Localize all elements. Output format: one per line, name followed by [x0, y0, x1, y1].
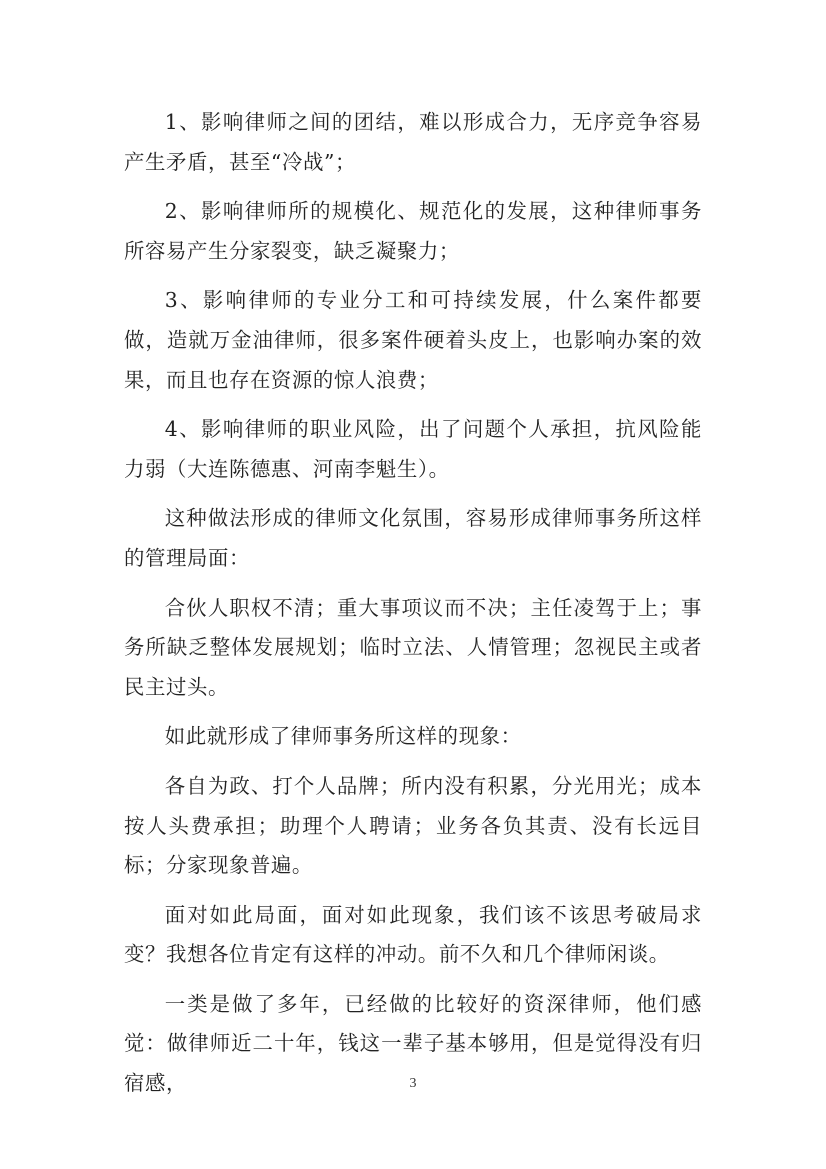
paragraph-3: 3、影响律师的专业分工和可持续发展，什么案件都要做，造就万金油律师，很多案件硬着头皮上，也影响办案的效果，而且也存在资源的惊人浪费；: [124, 288, 702, 392]
paragraph-4: 4、影响律师的职业风险，出了问题个人承担，抗风险能力弱（大连陈德惠、河南李魁生）。: [124, 417, 702, 481]
paragraph-5: 这种做法形成的律师文化氛围，容易形成律师事务所这样的管理局面：: [124, 506, 702, 570]
paragraph-2: 2、影响律师所的规模化、规范化的发展，这种律师事务所容易产生分家裂变，缺乏凝聚力；: [124, 199, 702, 263]
paragraph-9: 面对如此局面，面对如此现象，我们该不该思考破局求变？我想各位肯定有这样的冲动。前不久和几个律师闲谈。: [124, 902, 702, 967]
paragraph-7: 如此就形成了律师事务所这样的现象：: [164, 724, 522, 749]
page-number: 3: [409, 1076, 417, 1091]
paragraph-1: 1、影响律师之间的团结，难以形成合力，无序竞争容易产生矛盾，甚至“冷战”；: [124, 110, 702, 174]
document-body: [124, 103, 702, 1114]
paragraph-8: 各自为政、打个人品牌；所内没有积累，分光用光；成本按人头费承担；助理个人聘请；业务各负其责、没有长远目标；分家现象普遍。: [124, 773, 702, 878]
paragraph-10: 一类是做了多年，已经做的比较好的资深律师，他们感觉：做律师近二十年，钱这一辈子基本够用，但是觉得没有归宿感，: [124, 991, 702, 1096]
paragraph-6: 合伙人职权不清；重大事项议而不决；主任凌驾于上；事务所缺乏整体发展规划；临时立法、人情管理；忽视民主或者民主过头。: [124, 595, 702, 699]
